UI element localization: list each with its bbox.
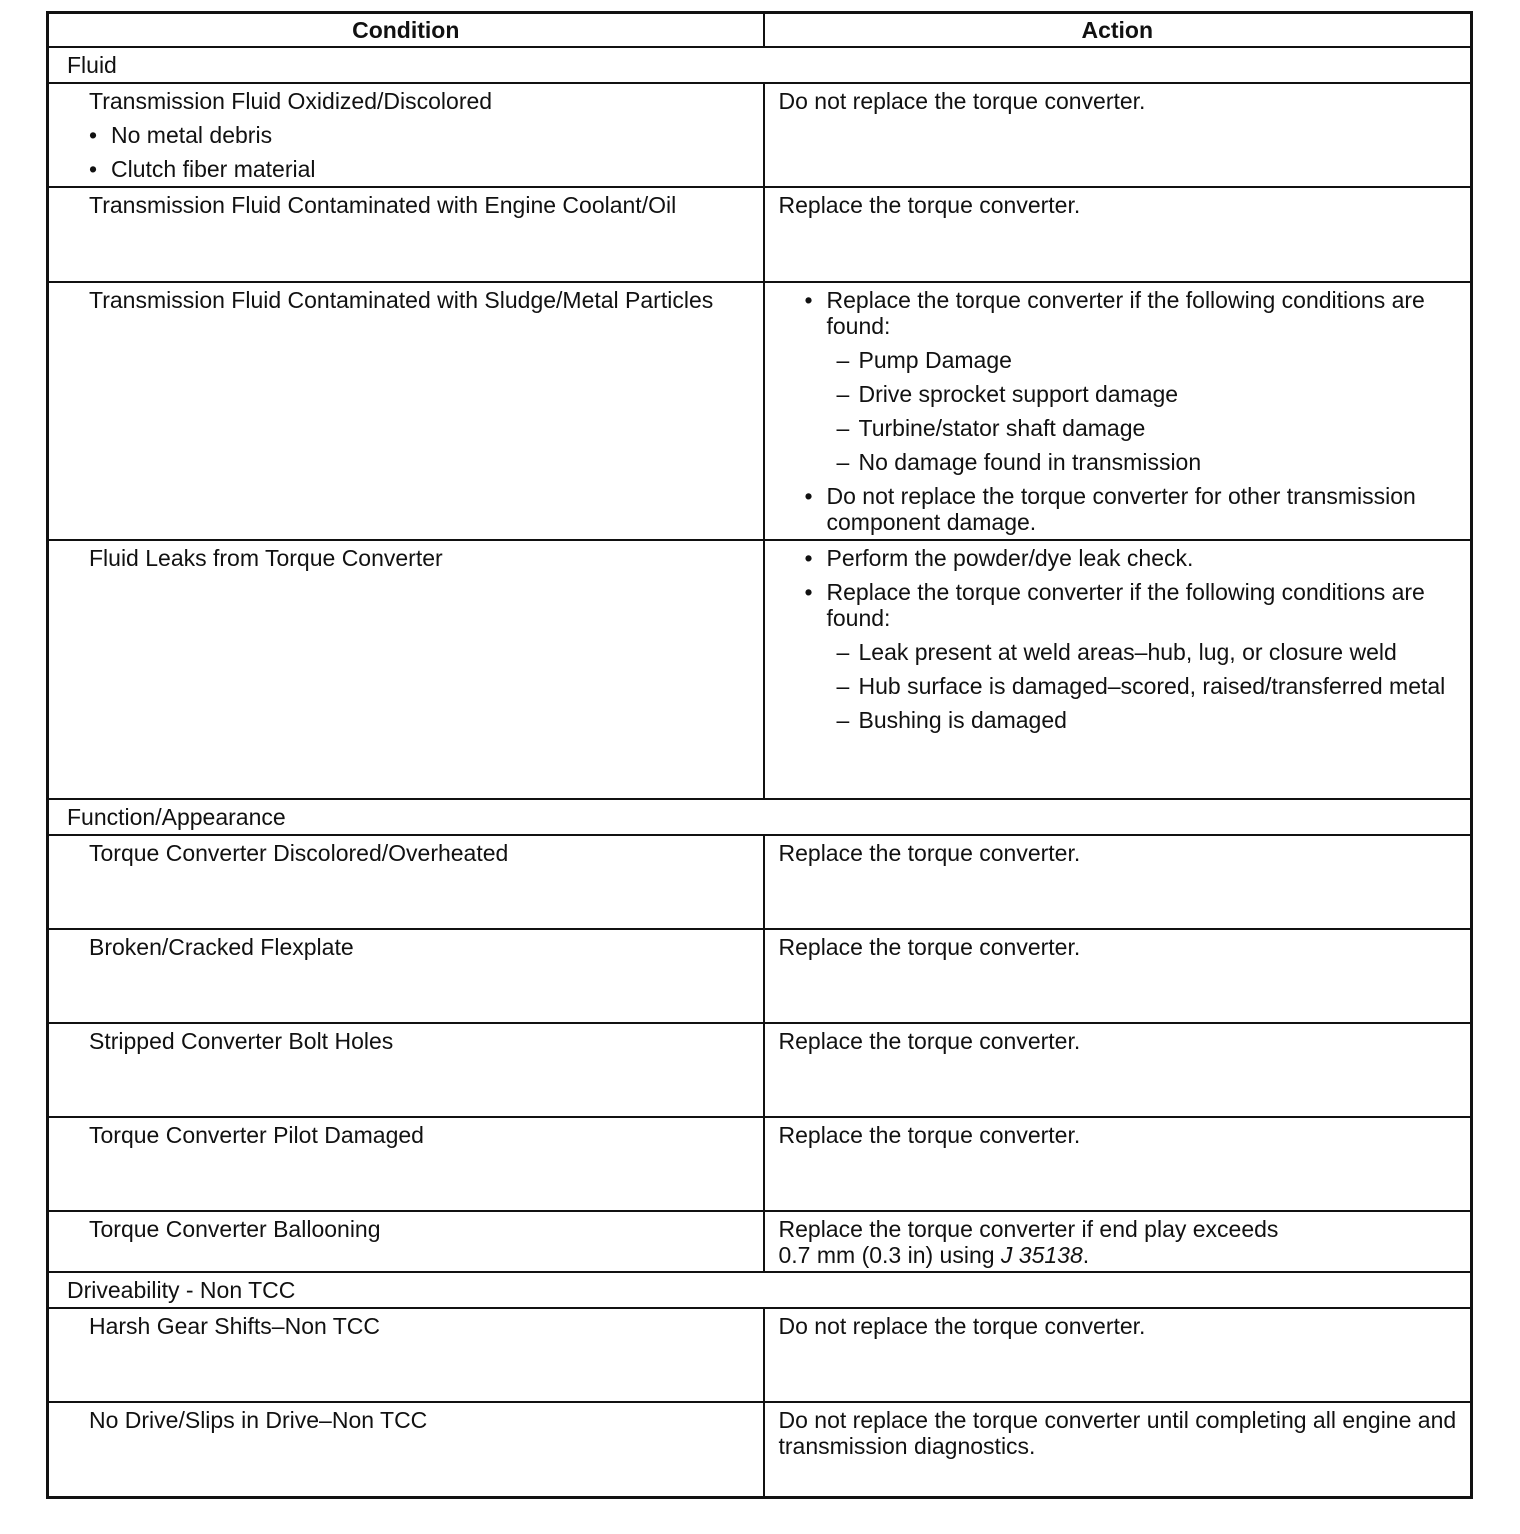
condition-cell: Harsh Gear Shifts–Non TCC	[48, 1308, 764, 1402]
section-driveability: Driveability - Non TCC	[48, 1272, 1472, 1308]
condition-cell: Fluid Leaks from Torque Converter	[48, 540, 764, 799]
table-row	[48, 929, 1472, 1023]
action-cell: Replace the torque converter.	[764, 929, 1472, 1023]
action-bullet: Perform the powder/dye leak check.	[826, 545, 1194, 571]
condition-cell: No Drive/Slips in Drive–Non TCC	[48, 1402, 764, 1497]
action-cell: Replace the torque converter.	[764, 1117, 1472, 1211]
condition-text: Transmission Fluid Oxidized/Discolored	[89, 88, 493, 114]
section-row	[48, 1272, 1472, 1308]
action-cell: Replace the torque converter if end play exceeds 0.7 mm (0.3 in) using J 35138.	[764, 1211, 1472, 1272]
action-cell: Do not replace the torque converter.	[764, 1308, 1472, 1402]
action-bullet: Replace the torque converter if the following conditions are found:	[826, 287, 1425, 339]
action-cell: Replace the torque converter.	[764, 187, 1472, 282]
action-cell: Do not replace the torque converter.	[764, 83, 1472, 187]
condition-cell: Stripped Converter Bolt Holes	[48, 1023, 764, 1117]
action-line: Replace the torque converter if end play exceeds	[778, 1216, 1279, 1242]
action-sub-item: Hub surface is damaged–scored, raised/transferred metal	[858, 673, 1446, 699]
section-row	[48, 47, 1472, 83]
action-line: 0.7 mm (0.3 in) using	[778, 1242, 1001, 1268]
table-row	[48, 1402, 1472, 1497]
table-row	[48, 1308, 1472, 1402]
condition-cell: Transmission Fluid Contaminated with Sludge/Metal Particles	[48, 282, 764, 540]
action-sub-item: No damage found in transmission	[858, 449, 1202, 475]
action-sub-item: Leak present at weld areas–hub, lug, or closure weld	[858, 639, 1397, 665]
action-bullet: Replace the torque converter if the following conditions are found:	[826, 579, 1425, 631]
action-sub-item: Turbine/stator shaft damage	[858, 415, 1146, 441]
action-sub-item: Drive sprocket support damage	[858, 381, 1179, 407]
table-row	[48, 187, 1472, 282]
section-row	[48, 799, 1472, 835]
condition-cell: Torque Converter Ballooning	[48, 1211, 764, 1272]
table-row	[48, 83, 1472, 187]
table-row	[48, 282, 1472, 540]
table-row	[48, 1023, 1472, 1117]
condition-bullet: Clutch fiber material	[111, 156, 316, 182]
condition-cell: Broken/Cracked Flexplate	[48, 929, 764, 1023]
condition-cell: Torque Converter Discolored/Overheated	[48, 835, 764, 929]
action-sub-item: Bushing is damaged	[858, 707, 1067, 733]
action-header: Action	[764, 13, 1472, 48]
tool-reference: J 35138	[1000, 1242, 1083, 1268]
action-sub-item: Pump Damage	[858, 347, 1012, 373]
diagnosis-table	[46, 11, 1473, 1499]
condition-bullet: No metal debris	[111, 122, 273, 148]
section-function-appearance: Function/Appearance	[48, 799, 1472, 835]
action-cell: • Replace the torque converter if the following conditions are found: – Pump Damage – Drive sprocket support damage – Turbine/stator shaft damage – No damage found in transmission • Do not replace the torque converter for other transmission component damage.	[764, 282, 1472, 540]
action-cell: Replace the torque converter.	[764, 835, 1472, 929]
action-cell: • Perform the powder/dye leak check. • Replace the torque converter if the following conditions are found: – Leak present at weld areas–hub, lug, or closure weld – Hub surface is damaged–scored, raised/transferred metal – Bushing is damaged	[764, 540, 1472, 799]
action-bullet: Do not replace the torque converter for other transmission component damage.	[826, 483, 1416, 535]
condition-cell: Transmission Fluid Contaminated with Engine Coolant/Oil	[48, 187, 764, 282]
condition-header: Condition	[48, 13, 764, 48]
condition-cell: Transmission Fluid Oxidized/Discolored • No metal debris • Clutch fiber material	[48, 83, 764, 187]
action-cell: Do not replace the torque converter until completing all engine and transmission diagnostics.	[764, 1402, 1472, 1497]
section-fluid: Fluid	[48, 47, 1472, 83]
table-row	[48, 1117, 1472, 1211]
action-cell: Replace the torque converter.	[764, 1023, 1472, 1117]
condition-cell: Torque Converter Pilot Damaged	[48, 1117, 764, 1211]
header-row	[48, 13, 1472, 48]
table-row	[48, 1211, 1472, 1272]
table-row	[48, 540, 1472, 799]
table-row	[48, 835, 1472, 929]
